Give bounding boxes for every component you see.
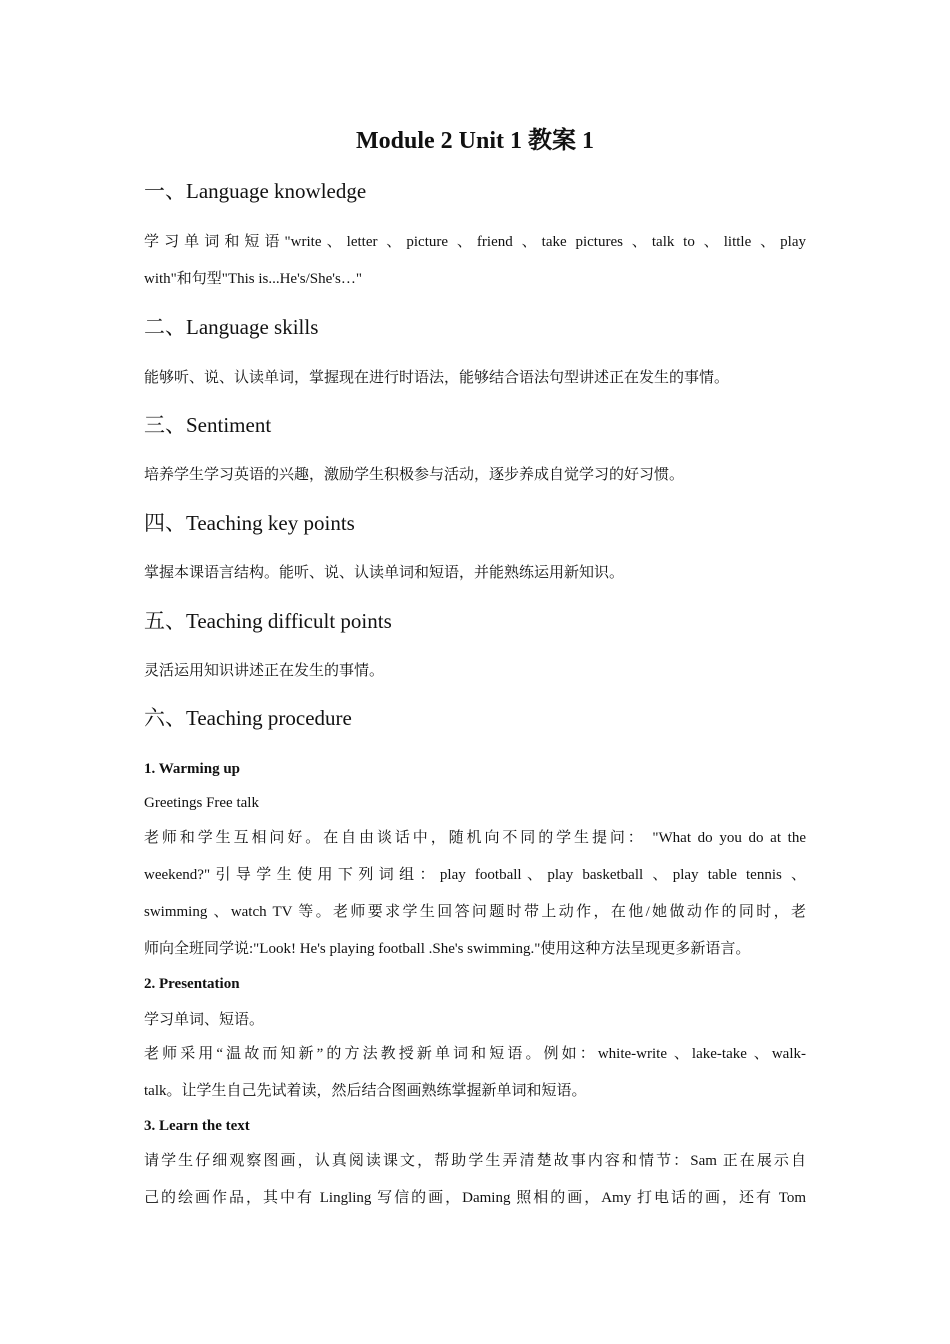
procedure-line: 老师和学生互相问好。在自由谈话中，随机向不同的学生提问： "What do you do at the xyxy=(144,830,806,846)
procedure-line: talk。让学生自己先试着读，然后结合图画熟练掌握新单词和短语。 xyxy=(144,1083,587,1099)
procedure-line: 请学生仔细观察图画，认真阅读课文，帮助学生弄清楚故事内容和情节：Sam 正在展示自 xyxy=(144,1153,806,1169)
section-heading-procedure: 六、Teaching procedure xyxy=(144,706,352,730)
section-body: 掌握本课语言结构。能听、说、认读单词和短语，并能熟练运用新知识。 xyxy=(144,565,625,581)
procedure-line: 己的绘画作品，其中有 Lingling 写信的画，Daming 照相的画，Amy 打电话的画，还有 Tom xyxy=(144,1190,806,1206)
section-body: 能够听、说、认读单词，掌握现在进行时语法，能够结合语法句型讲述正在发生的事情。 xyxy=(144,370,730,386)
section-heading-key-points: 四、Teaching key points xyxy=(144,511,355,535)
procedure-line: 师向全班同学说:"Look! He's playing football .She's swimming."使用这种方法呈现更多新语言。 xyxy=(144,941,751,957)
procedure-step-title: 3. Learn the text xyxy=(144,1118,250,1134)
section-heading-language-skills: 二、Language skills xyxy=(144,315,319,339)
procedure-line: swimming 、watch TV 等。老师要求学生回答问题时带上动作，在他/她做动作的同时，老 xyxy=(144,904,806,920)
section-body-line: with"和句型"This is...He's/She's…" xyxy=(144,271,362,287)
section-body-line: 学习单词和短语"write、letter 、picture 、friend 、take pictures 、talk to 、little 、play xyxy=(144,234,806,250)
section-body: 灵活运用知识讲述正在发生的事情。 xyxy=(144,663,385,679)
procedure-step-title: 1. Warming up xyxy=(144,761,240,777)
section-heading-difficult-points: 五、Teaching difficult points xyxy=(144,609,392,633)
section-heading-sentiment: 三、Sentiment xyxy=(144,413,272,437)
procedure-step-title: 2. Presentation xyxy=(144,976,240,992)
procedure-line: 学习单词、短语。 xyxy=(144,1012,265,1028)
document-title: Module 2 Unit 1 教案 1 xyxy=(355,128,594,154)
section-heading-language-knowledge: 一、Language knowledge xyxy=(144,179,367,203)
procedure-subtitle: Greetings Free talk xyxy=(144,795,259,811)
section-body: 培养学生学习英语的兴趣，激励学生积极参与活动，逐步养成自觉学习的好习惯。 xyxy=(144,467,685,483)
procedure-line: weekend?"引导学生使用下列词组：play football、play basketball 、play table tennis 、 xyxy=(144,867,806,883)
procedure-line: 老师采用“温故而知新”的方法教授新单词和短语。例如：white-write 、lake-take 、walk- xyxy=(144,1046,806,1062)
